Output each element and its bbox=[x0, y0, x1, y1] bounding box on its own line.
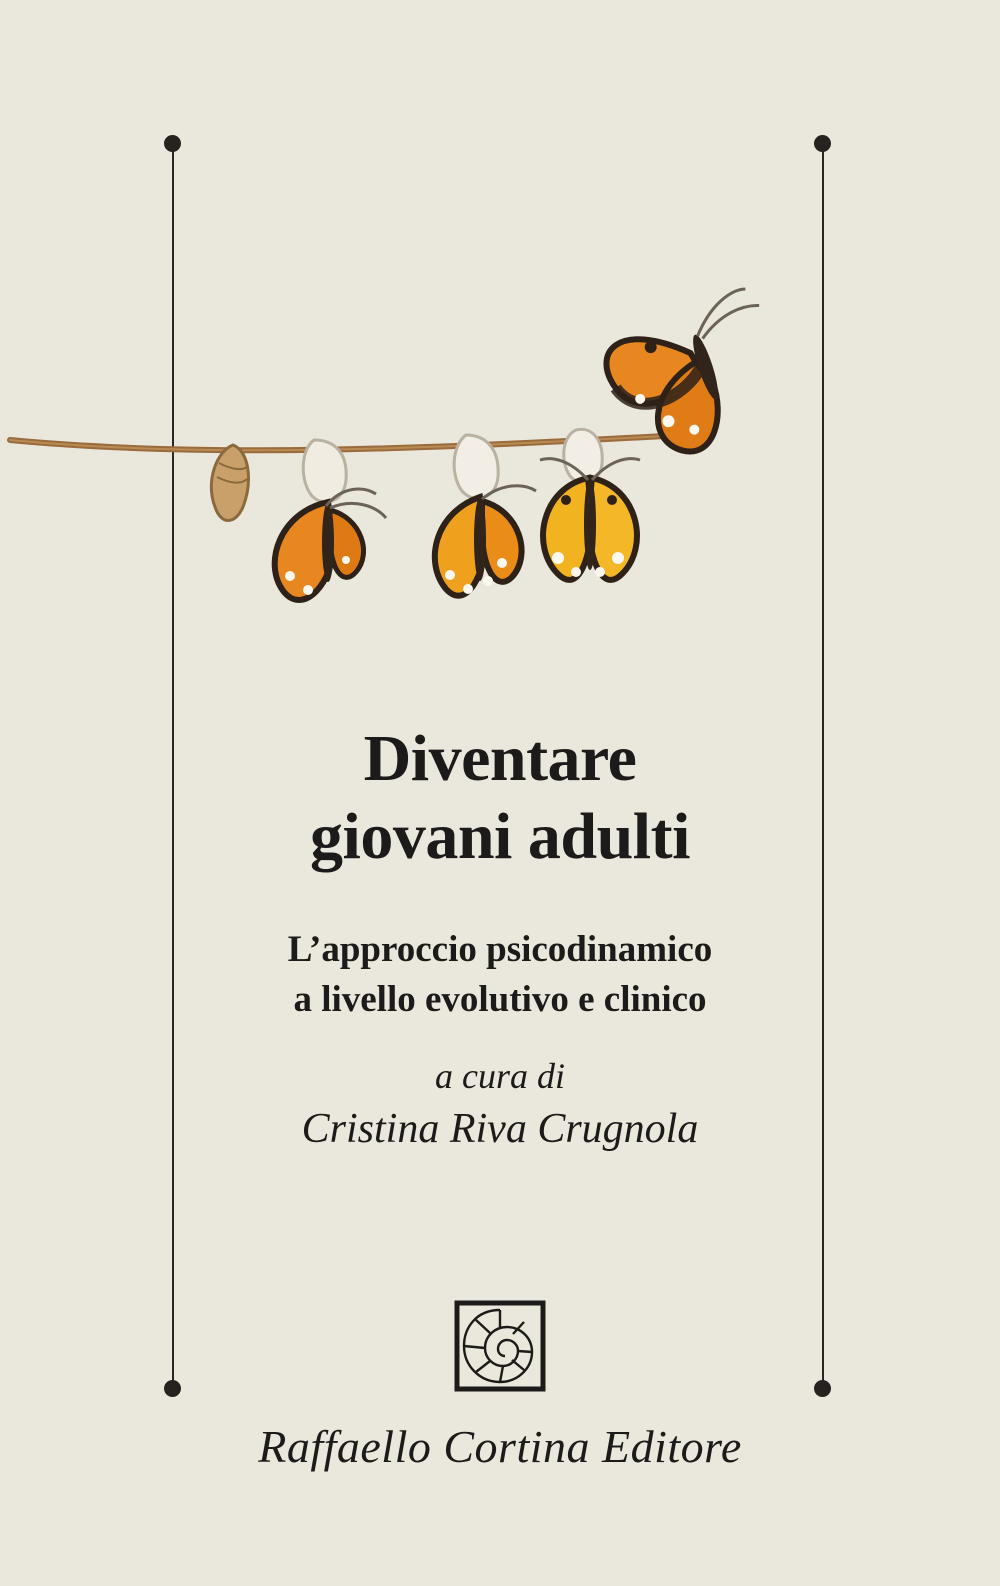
nautilus-spiral-logo-icon bbox=[454, 1300, 546, 1392]
rule-end-dot-top-right bbox=[814, 135, 831, 152]
book-title bbox=[0, 720, 1000, 876]
butterfly-flying bbox=[596, 286, 796, 470]
publisher-logo-wrapper bbox=[0, 1300, 1000, 1397]
book-subtitle bbox=[0, 925, 1000, 1025]
rule-end-dot-top-left bbox=[164, 135, 181, 152]
publisher-name: Raffaello Cortina Editore bbox=[258, 1421, 742, 1472]
editor-name: Cristina Riva Crugnola bbox=[301, 1106, 699, 1152]
title-line-1: Diventare bbox=[363, 722, 637, 795]
butterfly-open-wings bbox=[540, 429, 640, 580]
butterfly-metamorphosis-illustration bbox=[0, 250, 1000, 670]
title-line-2: giovani adulti bbox=[310, 799, 690, 873]
editor-label: a cura di bbox=[435, 1056, 565, 1096]
chrysalis-opening-with-butterfly bbox=[275, 440, 386, 600]
chrysalis-closed bbox=[211, 445, 248, 521]
subtitle-line-1: L’approccio psicodinamico bbox=[287, 929, 713, 970]
chrysalis-with-drying-butterfly bbox=[435, 435, 536, 596]
subtitle-line-2: a livello evolutivo e clinico bbox=[293, 978, 707, 1020]
